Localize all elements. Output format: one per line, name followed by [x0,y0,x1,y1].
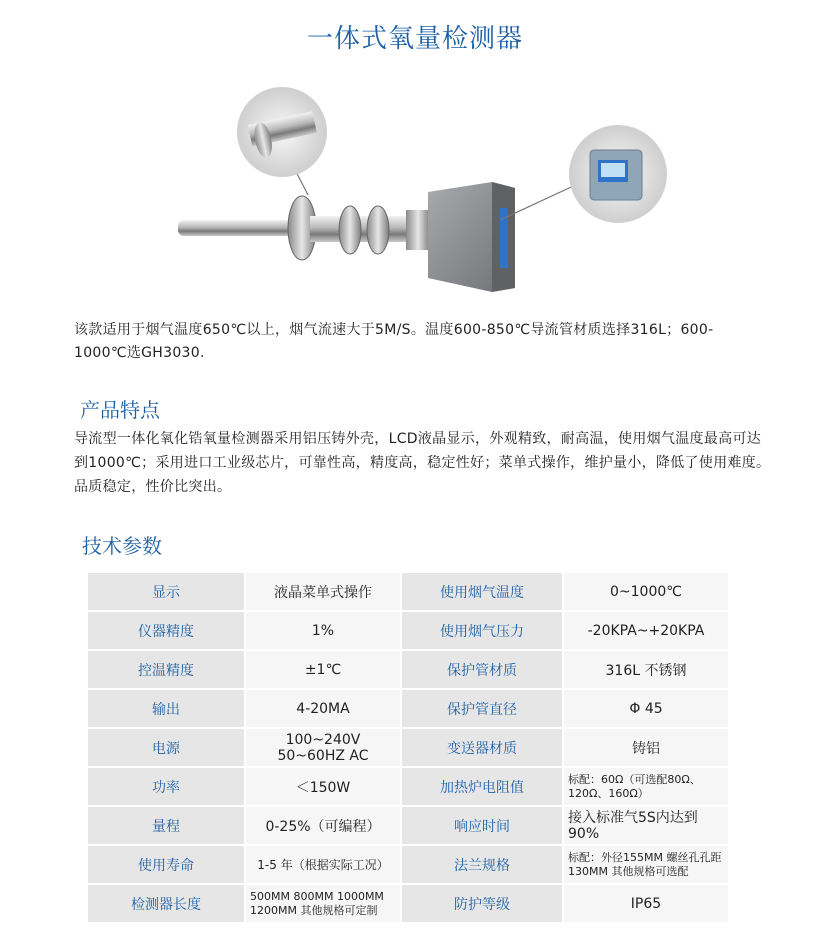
features-body: 导流型一体化氧化锆氧量检测器采用铝压铸外壳，LCD液晶显示，外观精致，耐高温，使用烟气温度最高可达到1000℃；采用进口工业级芯片，可靠性高，精度高，稳定性好；菜单式操作，维护量小，降低了使用难度。品质稳定，性价比突出。 [74,431,771,495]
spec-value: 标配：60Ω（可选配80Ω、120Ω、160Ω） [563,767,729,806]
table-row [87,884,729,923]
table-row [87,572,729,611]
spec-key: 保护管材质 [401,650,563,689]
spec-value: 铸铝 [563,728,729,767]
table-row [87,728,729,767]
spec-value: ±1℃ [245,650,401,689]
spec-value: 316L 不锈钢 [563,650,729,689]
spec-value: 100~240V 50~60HZ AC [245,728,401,767]
spec-value: Φ 45 [563,689,729,728]
table-row [87,767,729,806]
table-row [87,806,729,845]
spec-value: ＜150W [245,767,401,806]
table-row [87,611,729,650]
spec-key: 控温精度 [87,650,245,689]
spec-value: -20KPA~+20KPA [563,611,729,650]
spec-value: 500MM 800MM 1000MM 1200MM 其他规格可定制 [245,884,401,923]
spec-value: 1-5 年（根据实际工况） [245,845,401,884]
specs-heading: 技术参数 [82,534,162,558]
spec-value: 1% [245,611,401,650]
product-image [170,70,690,310]
spec-value: 0-25%（可编程） [245,806,401,845]
spec-key: 使用寿命 [87,845,245,884]
spec-value: IP65 [563,884,729,923]
spec-value: 4-20MA [245,689,401,728]
page-title: 一体式氧量检测器 [306,24,523,54]
table-row [87,845,729,884]
spec-key: 显示 [87,572,245,611]
spec-key: 功率 [87,767,245,806]
table-row [87,689,729,728]
features-heading: 产品特点 [80,398,160,422]
spec-key: 保护管直径 [401,689,563,728]
spec-key: 使用烟气温度 [401,572,563,611]
spec-key: 使用烟气压力 [401,611,563,650]
spec-key: 仪器精度 [87,611,245,650]
table-row [87,650,729,689]
spec-value: 接入标准气5S内达到90% [563,806,729,845]
spec-table [86,571,730,924]
spec-key: 防护等级 [401,884,563,923]
spec-value: 液晶菜单式操作 [245,572,401,611]
spec-key: 加热炉电阻值 [401,767,563,806]
spec-value: 标配：外径155MM 螺丝孔孔距130MM 其他规格可选配 [563,845,729,884]
spec-value: 0~1000℃ [563,572,729,611]
spec-key: 检测器长度 [87,884,245,923]
spec-key: 量程 [87,806,245,845]
intro-text: 该款适用于烟气温度650℃以上，烟气流速大于5M/S。温度600-850℃导流管材质选择316L；600-1000℃选GH3030. [74,322,714,361]
spec-key: 电源 [87,728,245,767]
spec-key: 变送器材质 [401,728,563,767]
spec-key: 响应时间 [401,806,563,845]
spec-key: 输出 [87,689,245,728]
spec-key: 法兰规格 [401,845,563,884]
